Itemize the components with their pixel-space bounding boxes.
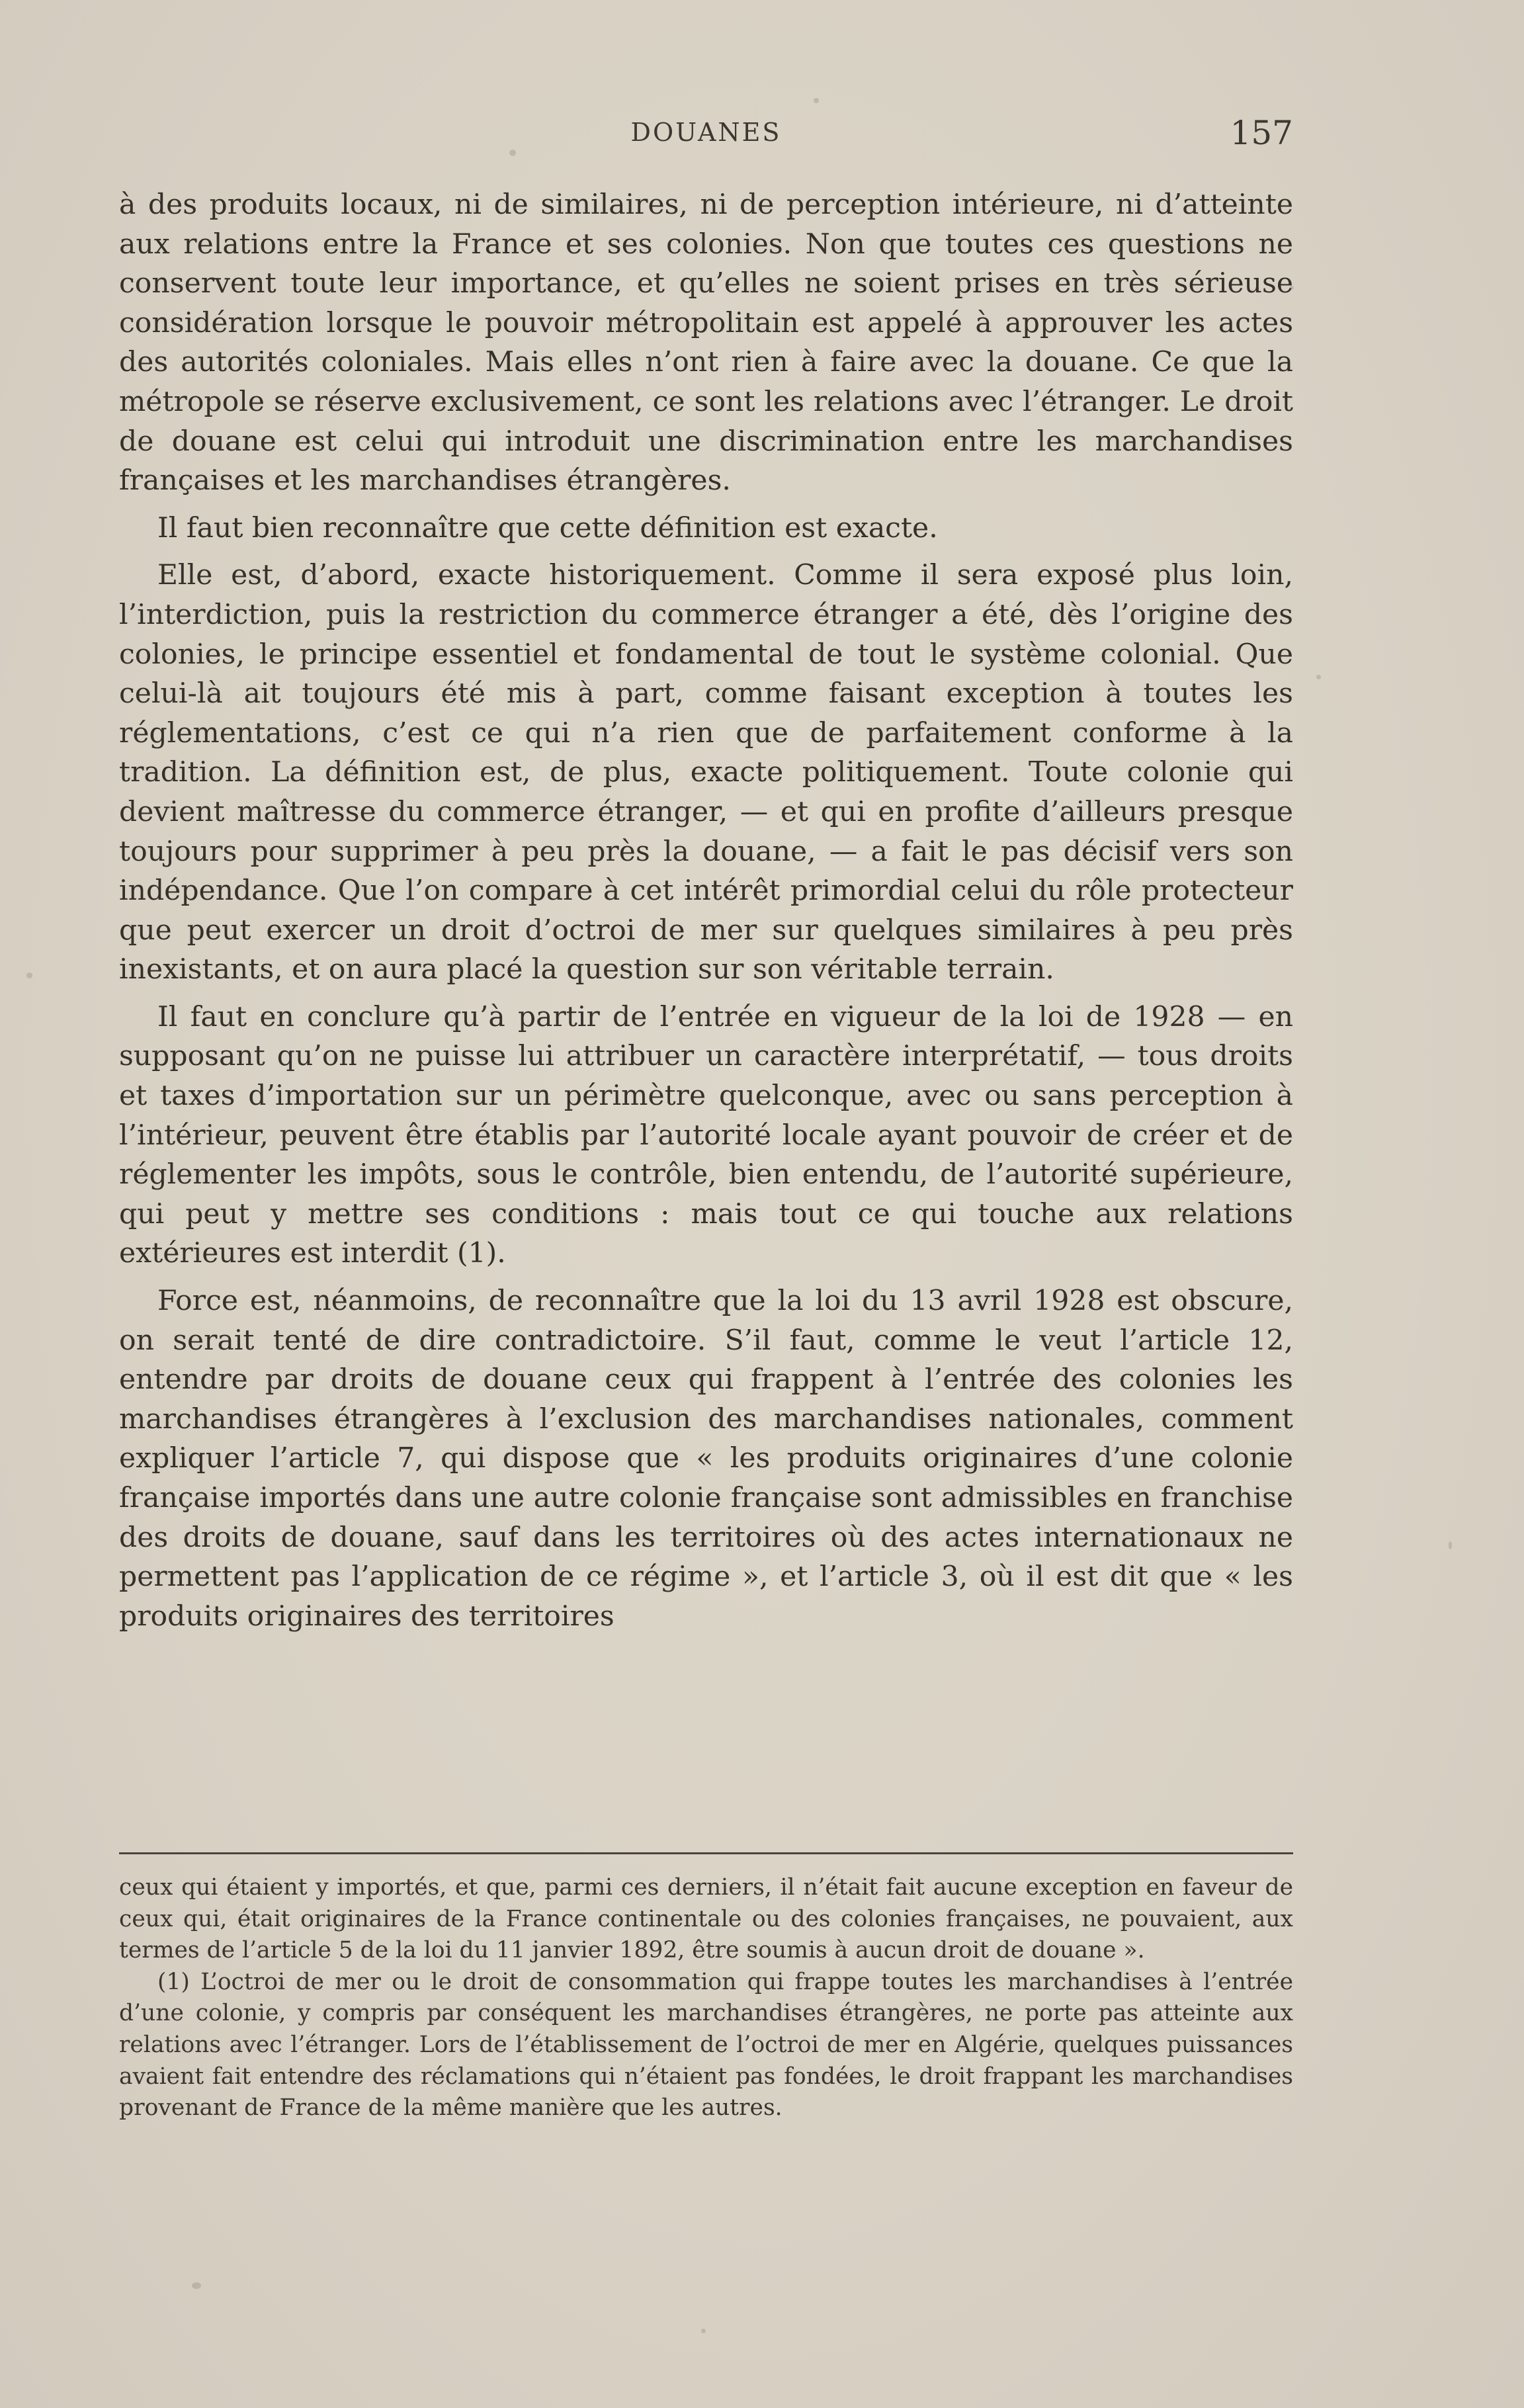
- footnote-separator: [119, 1852, 1293, 1854]
- paper-speck: [814, 98, 819, 103]
- running-title: DOUANES: [630, 118, 782, 147]
- paper-speck: [1316, 675, 1321, 679]
- footnotes: [119, 1872, 1293, 2124]
- paragraph: Force est, néanmoins, de reconnaître que la loi du 13 avril 1928 est obscure, on serait tenté de dire contradictoire. S’il faut, comme le veut l’article 12, entendre par droits de douane ceux qui frappent à l’entrée des colonies les marchandises étrangères à l’exclusion des marchandises nationales, comment expliquer l’article 7, qui dispose que « les produits originaires d’une colonie française importés dans une autre colonie française sont admissibles en franchise des droits de douane, sauf dans les territoires où des actes internationaux ne permettent pas l’application de ce régime », et l’article 3, où il est dit que « les produits originaires des territoires: [119, 1285, 1293, 1633]
- main-text: [119, 185, 1293, 1644]
- footnote-continuation: ceux qui étaient y importés, et que, parmi ces derniers, il n’était fait aucune exception en faveur de ceux qui, était originaires de la France continentale ou des colonies françaises, ne pouvaient, aux termes de l’article 5 de la loi du 11 janvier 1892, être soumis à aucun droit de douane ».: [119, 1874, 1293, 1964]
- paragraph: Il faut bien reconnaître que cette définition est exacte.: [157, 511, 938, 544]
- page-number: 157: [1230, 114, 1293, 152]
- paper-speck: [701, 2329, 706, 2333]
- paper-speck: [26, 972, 32, 978]
- paragraph: Elle est, d’abord, exacte historiquement. Comme il sera exposé plus loin, l’interdiction, puis la restriction du commerce étranger a été, dès l’origine des colonies, le principe essentiel et fondamental de tout le système colonial. Que celui-là ait toujours été mis à part, comme faisant exception à toutes les réglementations, c’est ce qui n’a rien que de parfaitement conforme à la tradition. La définition est, de plus, exacte politiquement. Toute colonie qui devient maîtresse du commerce étranger, — et qui en profite d’ailleurs presque toujours pour supprimer à peu près la douane, — a fait le pas décisif vers son indépendance. Que l’on compare à cet intérêt primordial celui du rôle protecteur que peut exercer un droit d’octroi de mer sur quelques similaires à peu près inexistants, et on aura placé la question sur son véritable terrain.: [119, 559, 1293, 986]
- footnote-1: (1) L’octroi de mer ou le droit de consommation qui frappe toutes les marchandises à l’entrée d’une colonie, y compris par conséquent les marchandises étrangères, ne porte pas atteinte aux relations avec l’étranger. Lors de l’établissement de l’octroi de mer en Algérie, quelques puissances avaient fait entendre des réclamations qui n’étaient pas fondées, le droit frappant les marchandises provenant de France de la même manière que les autres.: [119, 1968, 1293, 2122]
- paper-speck: [1449, 1541, 1452, 1549]
- paragraph: à des produits locaux, ni de similaires, ni de perception intérieure, ni d’atteinte aux relations entre la France et ses colonies. Non que toutes ces questions ne conservent toute leur importance, et qu’elles ne soient prises en très sérieuse considération lorsque le pouvoir métropolitain est appelé à approuver les actes des autorités coloniales. Mais elles n’ont rien à faire avec la douane. Ce que la métropole se réserve exclusivement, ce sont les relations avec l’étranger. Le droit de douane est celui qui introduit une discrimination entre les marchandises françaises et les marchandises étrangères.: [119, 189, 1293, 497]
- paragraph: Il faut en conclure qu’à partir de l’entrée en vigueur de la loi de 1928 — en supposant qu’on ne puisse lui attribuer un caractère interprétatif, — tous droits et taxes d’importation sur un périmètre quelconque, avec ou sans perception à l’intérieur, peuvent être établis par l’autorité locale ayant pouvoir de créer et de réglementer les impôts, sous le contrôle, bien entendu, de l’autorité supérieure, qui peut y mettre ses conditions : mais tout ce qui touche aux relations extérieures est interdit (1).: [119, 1000, 1293, 1270]
- paper-speck: [192, 2282, 201, 2289]
- page-header: [119, 111, 1293, 157]
